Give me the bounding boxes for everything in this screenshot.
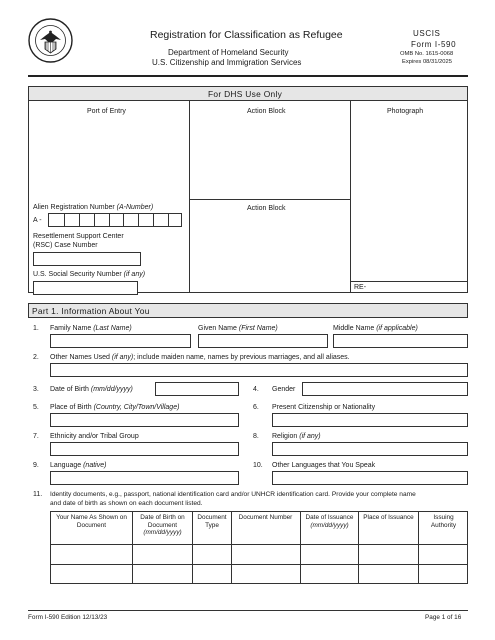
col-header-dob: Date of Birth on Document (mm/dd/yyyy) [140,514,185,536]
form-number: Form I-590 [411,40,457,49]
col-header-issuance-place: Place of Issuance [363,514,414,521]
ssn-label: U.S. Social Security Number (if any) [33,271,146,278]
ethnicity-input[interactable] [50,442,239,456]
re-label: RE- [354,284,367,291]
table-row-divider [50,564,468,565]
a-number-label: Alien Registration Number (A-Number) [33,204,154,211]
rsc-label-line1: Resettlement Support Center [33,233,124,240]
header-rule [28,75,468,77]
other-languages-label: Other Languages that You Speak [272,462,376,469]
a-number-digit-sep [123,214,124,226]
language-label: Language (native) [50,462,107,469]
other-languages-input[interactable] [272,471,468,485]
q7-number: 7. [33,433,39,440]
gender-input[interactable] [302,382,468,396]
other-names-label: Other Names Used (if any); include maiden name, names by previous marriages, and all aliases. [50,354,350,361]
religion-input[interactable] [272,442,468,456]
q6-number: 6. [253,404,259,411]
given-name-input[interactable] [198,334,328,348]
q3-number: 3. [33,386,39,393]
agency-short: USCIS [413,29,441,38]
date-of-birth-label: Date of Birth (mm/dd/yyyy) [50,386,133,393]
dhs-divider-1 [189,101,190,293]
q11-number: 11. [33,491,43,498]
identity-docs-text-1: Identity documents, e.g., passport, national identification card and/or UNHCR identification card. Provide your complete name [50,491,416,498]
a-number-digit-sep [79,214,80,226]
dhs-divider-2 [350,101,351,293]
identity-docs-text-2: and date of birth as shown on each document listed. [50,500,203,507]
table-col-divider [358,511,359,584]
rsc-case-number-input[interactable] [33,252,141,266]
col-header-doc-number: Document Number [238,514,293,521]
table-row-divider [50,544,468,545]
middle-name-label: Middle Name (if applicable) [333,325,418,332]
citizenship-input[interactable] [272,413,468,427]
dhs-seal-icon [28,18,73,63]
col-header-name: Your Name As Shown on Document [56,514,127,529]
col-header-doc-type: Document Type [197,514,227,529]
q8-number: 8. [253,433,259,440]
table-col-divider [132,511,133,584]
family-name-input[interactable] [50,334,191,348]
a-number-digit-sep [138,214,139,226]
date-of-birth-input[interactable] [155,382,239,396]
action-block-1-label: Action Block [247,108,286,115]
q1-number: 1. [33,325,39,332]
form-edition: Form I-590 Edition 12/13/23 [28,614,108,621]
a-number-digit-sep [64,214,65,226]
action-block-divider [189,199,350,200]
place-of-birth-label: Place of Birth (Country, City/Town/Village) [50,404,180,411]
a-number-digit-sep [153,214,154,226]
omb-number: OMB No. 1615-0068 [400,51,454,57]
place-of-birth-input[interactable] [50,413,239,427]
ssn-input[interactable] [33,281,138,295]
expiration-date: Expires 08/31/2025 [402,59,452,65]
q9-number: 9. [33,462,39,469]
q10-number: 10. [253,462,263,469]
table-col-divider [231,511,232,584]
page-number: Page 1 of 16 [425,614,462,621]
department-name: Department of Homeland Security [168,48,289,57]
a-number-digit-sep [168,214,169,226]
family-name-label: Family Name (Last Name) [50,325,132,332]
language-input[interactable] [50,471,239,485]
port-of-entry-label: Port of Entry [87,108,126,115]
dhs-use-title: For DHS Use Only [208,89,283,99]
a-number-prefix: A - [33,217,42,224]
photograph-label: Photograph [387,108,424,115]
other-names-input[interactable] [50,363,468,377]
footer-rule [28,610,468,611]
part1-title: Part 1. Information About You [32,306,150,316]
a-number-digit-sep [94,214,95,226]
ethnicity-label: Ethnicity and/or Tribal Group [50,433,139,440]
table-col-divider [418,511,419,584]
table-col-divider [192,511,193,584]
given-name-label: Given Name (First Name) [198,325,278,332]
col-header-issuance-date: Date of Issuance (mm/dd/yyyy) [305,514,354,529]
gender-label: Gender [272,386,296,393]
action-block-2-label: Action Block [247,205,286,212]
q4-number: 4. [253,386,259,393]
q5-number: 5. [33,404,39,411]
agency-name: U.S. Citizenship and Immigration Services [152,58,302,67]
citizenship-label: Present Citizenship or Nationality [272,404,376,411]
q2-number: 2. [33,354,39,361]
rsc-label-line2: (RSC) Case Number [33,242,98,249]
col-header-issuing-authority: Issuing Authority [430,514,457,529]
a-number-digit-sep [109,214,110,226]
a-number-input[interactable] [48,213,182,227]
photo-divider [350,281,468,282]
middle-name-input[interactable] [333,334,468,348]
form-title: Registration for Classification as Refugee [150,29,343,41]
religion-label: Religion (if any) [272,433,321,440]
